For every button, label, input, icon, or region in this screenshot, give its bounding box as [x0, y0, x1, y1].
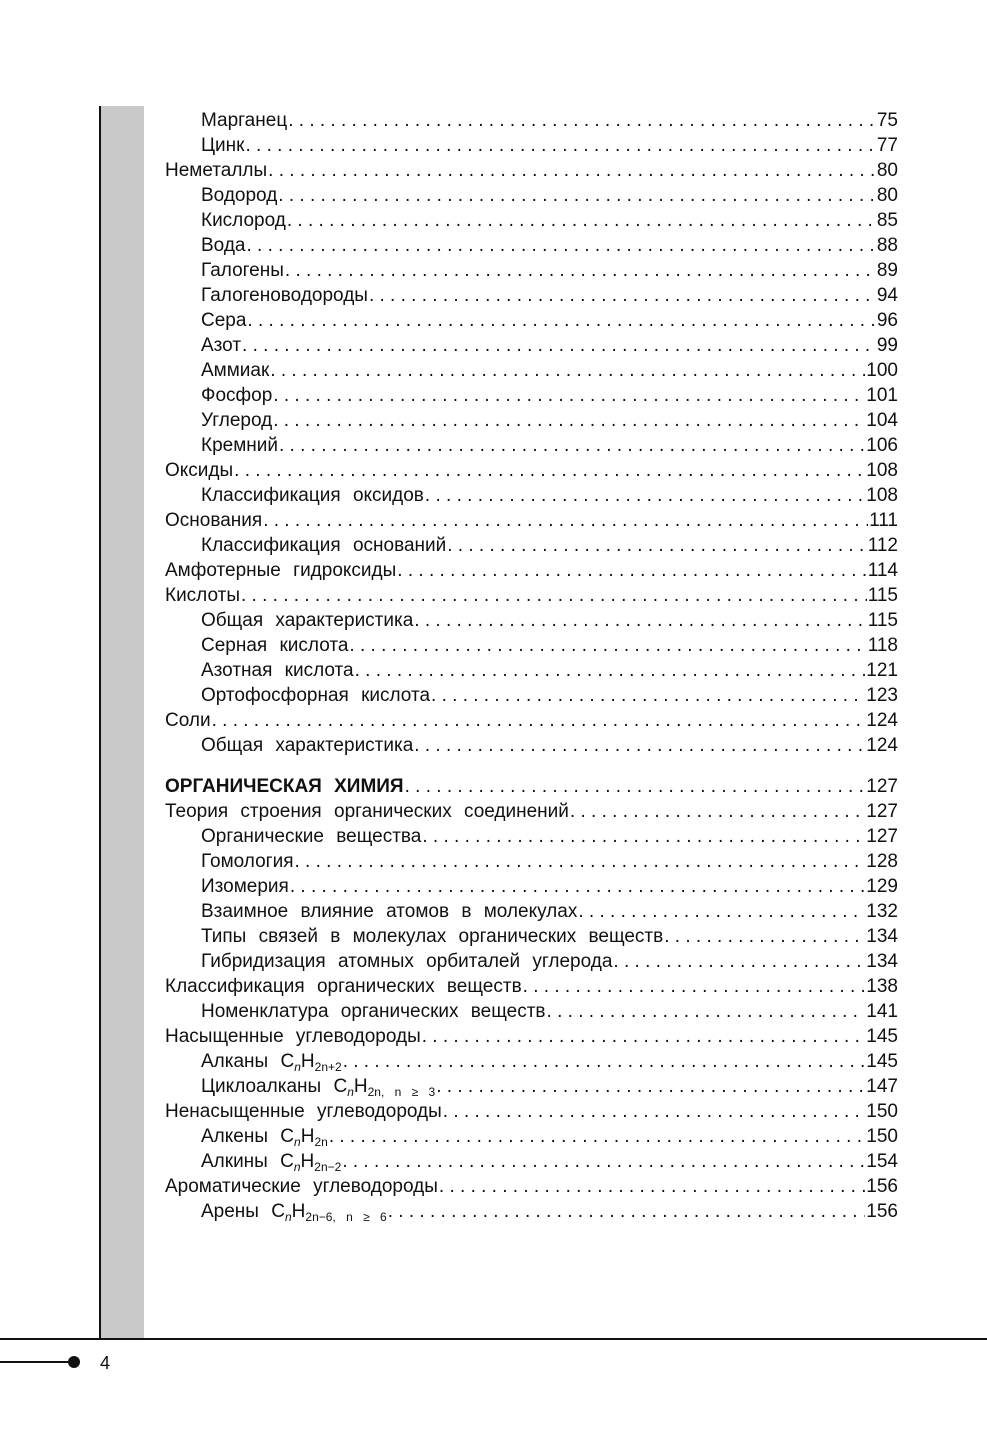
- toc-entry[interactable]: [165, 733, 898, 758]
- toc-page: 128: [866, 851, 898, 872]
- toc-page: 145: [866, 1026, 898, 1047]
- toc-title: Теория строения органических соединений: [165, 801, 569, 822]
- dot-leader: [443, 1099, 866, 1124]
- toc-page: 85: [876, 210, 898, 231]
- toc-entry[interactable]: [165, 283, 898, 308]
- toc-title-text: Циклоалканы: [201, 1076, 322, 1097]
- formula-c: C: [280, 1051, 295, 1072]
- toc-entry[interactable]: [165, 483, 898, 508]
- toc-page: 141: [866, 1001, 898, 1022]
- toc-entry[interactable]: [165, 333, 898, 358]
- toc-entry[interactable]: [165, 874, 898, 899]
- toc-page: 118: [867, 635, 898, 656]
- formula-h: H: [300, 1126, 315, 1147]
- toc-page: 94: [876, 285, 898, 306]
- toc-page: 100: [866, 360, 898, 381]
- toc-page: 127: [866, 801, 898, 822]
- formula-c-subscript: n: [294, 1060, 301, 1074]
- toc-entry[interactable]: [165, 383, 898, 408]
- toc-page: 108: [866, 485, 898, 506]
- toc-entry[interactable]: [165, 133, 898, 158]
- formula-h-subscript: 2n: [314, 1135, 328, 1149]
- formula-c-subscript: n: [347, 1085, 354, 1099]
- dot-leader: [343, 1049, 866, 1074]
- dot-leader: [414, 733, 865, 758]
- toc-page: 156: [866, 1201, 898, 1222]
- toc-page: 80: [876, 160, 898, 181]
- toc-title: Оксиды: [165, 460, 234, 481]
- toc-page: 101: [866, 385, 898, 406]
- toc-title: Неметаллы: [165, 160, 268, 181]
- toc-entry[interactable]: [165, 558, 898, 583]
- toc-title: Ароматические углеводороды: [165, 1176, 438, 1197]
- toc-page: 150: [866, 1101, 898, 1122]
- toc-title: Кремний: [201, 435, 278, 456]
- toc-title: Ортофосфорная кислота: [201, 685, 431, 706]
- toc-title: Кислород: [201, 210, 286, 231]
- dot-leader: [241, 583, 867, 608]
- toc-title: Общая характеристика: [201, 735, 414, 756]
- dot-leader: [342, 1149, 865, 1174]
- toc-page: 134: [866, 926, 898, 947]
- formula-h-subscript: 2n−2: [314, 1160, 342, 1174]
- dot-leader: [613, 949, 865, 974]
- toc-entry[interactable]: [165, 608, 898, 633]
- page-number: 4: [100, 1353, 111, 1373]
- dot-leader: [245, 133, 875, 158]
- footer-rule: [0, 1338, 987, 1340]
- dot-leader: [329, 1124, 865, 1149]
- toc-title: Ненасыщенные углеводороды: [165, 1101, 442, 1122]
- toc-entry[interactable]: [165, 683, 898, 708]
- dot-leader: [279, 433, 865, 458]
- formula-h: H: [300, 1151, 315, 1172]
- toc-entry[interactable]: [165, 583, 898, 608]
- toc-page: 123: [866, 685, 898, 706]
- toc-title: Аммиак: [201, 360, 270, 381]
- side-bar: [99, 106, 144, 1340]
- dot-leader: [246, 233, 875, 258]
- toc-page: 124: [866, 735, 898, 756]
- toc-title: Классификация органических веществ: [165, 976, 522, 997]
- toc-page: 150: [866, 1126, 898, 1147]
- toc-entry[interactable]: [165, 533, 898, 558]
- formula-h: H: [300, 1051, 315, 1072]
- toc-entry[interactable]: [165, 158, 898, 183]
- toc-entry[interactable]: [165, 458, 898, 483]
- toc-page: 156: [866, 1176, 898, 1197]
- toc-page: 106: [866, 435, 898, 456]
- toc-title: Углерод: [201, 410, 273, 431]
- dot-leader: [436, 1074, 865, 1099]
- dot-leader: [355, 658, 866, 683]
- dot-leader: [287, 208, 876, 233]
- toc-entry[interactable]: [165, 633, 898, 658]
- toc-entry[interactable]: [165, 849, 898, 874]
- side-rule: [99, 106, 101, 1340]
- toc-page: 96: [876, 310, 898, 331]
- formula-h: H: [353, 1076, 368, 1097]
- dot-leader: [288, 108, 876, 133]
- toc-page: 115: [867, 585, 898, 606]
- dot-leader: [369, 283, 876, 308]
- toc-title-text: Алкины: [201, 1151, 268, 1172]
- toc-page: 104: [866, 410, 898, 431]
- toc-entry[interactable]: [165, 433, 898, 458]
- toc-page: 134: [866, 951, 898, 972]
- toc-entry[interactable]: [165, 949, 898, 974]
- toc-title: Фосфор: [201, 385, 273, 406]
- toc-entry[interactable]: [165, 1099, 898, 1124]
- toc-entry[interactable]: [165, 658, 898, 683]
- toc-title: Классификация оксидов: [201, 485, 424, 506]
- toc-entry[interactable]: [165, 924, 898, 949]
- toc-page: 77: [876, 135, 898, 156]
- toc-title: Гибридизация атомных орбиталей углерода: [201, 951, 613, 972]
- toc-page: 132: [866, 901, 898, 922]
- dot-leader: [664, 924, 865, 949]
- toc-entry[interactable]: [165, 308, 898, 333]
- dot-leader: [290, 874, 865, 899]
- toc-page: 114: [867, 560, 898, 581]
- dot-leader: [405, 774, 866, 799]
- formula-c-subscript: n: [294, 1135, 301, 1149]
- dot-leader: [523, 974, 866, 999]
- toc-title: Соли: [165, 710, 211, 731]
- toc-title: Кислоты: [165, 585, 240, 606]
- toc-page: 75: [876, 110, 898, 131]
- formula-c: C: [333, 1076, 348, 1097]
- toc-title: Серная кислота: [201, 635, 349, 656]
- dot-leader: [397, 558, 866, 583]
- toc-entry[interactable]: [165, 233, 898, 258]
- dot-leader: [285, 258, 876, 283]
- toc-title: Марганец: [201, 110, 288, 131]
- dot-leader: [268, 158, 876, 183]
- toc-title: Взаимное влияние атомов в молекулах: [201, 901, 578, 922]
- toc-entry[interactable]: [165, 824, 898, 849]
- toc-page: 112: [867, 535, 898, 556]
- toc-page: 154: [866, 1151, 898, 1172]
- toc-title: Вода: [201, 235, 246, 256]
- toc-title: [201, 1199, 387, 1230]
- toc-page: 129: [866, 876, 898, 897]
- toc-title: Азот: [201, 335, 242, 356]
- dot-leader: [447, 533, 866, 558]
- formula-c: C: [280, 1151, 294, 1172]
- toc-entry[interactable]: [165, 708, 898, 733]
- toc-page: 124: [866, 710, 898, 731]
- formula-h-subscript: 2n, n ≥ 3: [367, 1085, 436, 1099]
- dot-leader: [234, 458, 865, 483]
- toc-title-text: Алкены: [201, 1126, 269, 1147]
- footer-marker-line: [0, 1361, 76, 1363]
- dot-leader: [570, 799, 865, 824]
- formula-h-subscript: 2n−6, n ≥ 6: [305, 1210, 387, 1224]
- toc-title: Основания: [165, 510, 263, 531]
- toc-entry[interactable]: [165, 108, 898, 133]
- toc-page: 127: [866, 826, 898, 847]
- formula-c: C: [271, 1201, 285, 1222]
- toc-title: ОРГАНИЧЕСКАЯ ХИМИЯ: [165, 776, 404, 797]
- dot-leader: [212, 708, 866, 733]
- dot-leader: [422, 1024, 866, 1049]
- toc-page: 121: [866, 660, 898, 681]
- toc-title-text: Алканы: [201, 1051, 269, 1072]
- toc-entry[interactable]: [165, 999, 898, 1024]
- toc-page: 89: [876, 260, 898, 281]
- formula-c-subscript: n: [284, 1210, 292, 1224]
- toc-section-heading[interactable]: [165, 774, 898, 799]
- bullet-dot-icon: [68, 1356, 80, 1368]
- toc-title: Гомология: [201, 851, 294, 872]
- toc-page: 115: [867, 610, 898, 631]
- toc-entry[interactable]: [165, 408, 898, 433]
- dot-leader: [247, 308, 875, 333]
- dot-leader: [425, 483, 865, 508]
- toc-entry[interactable]: [165, 974, 898, 999]
- toc-page: 127: [866, 776, 898, 797]
- formula-h-subscript: 2n+2: [314, 1060, 342, 1074]
- toc-page: 108: [866, 460, 898, 481]
- dot-leader: [439, 1174, 865, 1199]
- formula-c: C: [280, 1126, 295, 1147]
- toc-entry[interactable]: [165, 799, 898, 824]
- toc-title: Классификация оснований: [201, 535, 447, 556]
- toc-entry[interactable]: [165, 899, 898, 924]
- toc-title: Типы связей в молекулах органических веществ: [201, 926, 664, 947]
- dot-leader: [422, 824, 865, 849]
- dot-leader: [431, 683, 865, 708]
- toc-title: Амфотерные гидроксиды: [165, 560, 397, 581]
- toc-page: 147: [866, 1076, 898, 1097]
- toc-title: Насыщенные углеводороды: [165, 1026, 421, 1047]
- dot-leader: [278, 183, 876, 208]
- dot-leader: [414, 608, 866, 633]
- toc-title: Номенклатура органических веществ: [201, 1001, 546, 1022]
- dot-leader: [263, 508, 868, 533]
- toc-entry[interactable]: [165, 183, 898, 208]
- dot-leader: [349, 633, 866, 658]
- toc-entry[interactable]: [165, 1049, 898, 1074]
- toc-title: Галогены: [201, 260, 284, 281]
- dot-leader: [273, 408, 865, 433]
- toc-title: Изомерия: [201, 876, 289, 897]
- dot-leader: [388, 1199, 866, 1224]
- dot-leader: [270, 358, 865, 383]
- toc-title: Органические вещества: [201, 826, 422, 847]
- toc-title: Азотная кислота: [201, 660, 354, 681]
- dot-leader: [242, 333, 876, 358]
- dot-leader: [295, 849, 866, 874]
- toc-title-text: Арены: [201, 1201, 259, 1222]
- toc-title: Цинк: [201, 135, 245, 156]
- toc-page: 88: [876, 235, 898, 256]
- formula-h: H: [291, 1201, 306, 1222]
- toc-entry[interactable]: [165, 1074, 898, 1099]
- table-of-contents: [165, 108, 898, 1224]
- dot-leader: [578, 899, 865, 924]
- toc-entry[interactable]: [165, 1024, 898, 1049]
- toc-page: 145: [866, 1051, 898, 1072]
- toc-title: Водород: [201, 185, 278, 206]
- toc-title: Галогеноводороды: [201, 285, 368, 306]
- toc-entry[interactable]: [165, 258, 898, 283]
- toc-entry[interactable]: [165, 358, 898, 383]
- toc-entry[interactable]: [165, 1199, 898, 1224]
- toc-page: 80: [876, 185, 898, 206]
- toc-page: 99: [876, 335, 898, 356]
- dot-leader: [273, 383, 865, 408]
- toc-entry[interactable]: [165, 508, 898, 533]
- toc-entry[interactable]: [165, 208, 898, 233]
- toc-entry[interactable]: [165, 1174, 898, 1199]
- formula-c-subscript: n: [293, 1160, 301, 1174]
- toc-entry[interactable]: [165, 1124, 898, 1149]
- toc-title: Общая характеристика: [201, 610, 414, 631]
- toc-page: 138: [866, 976, 898, 997]
- toc-entry[interactable]: [165, 1149, 898, 1174]
- dot-leader: [547, 999, 866, 1024]
- toc-page: 111: [869, 510, 898, 531]
- toc-title: Сера: [201, 310, 247, 331]
